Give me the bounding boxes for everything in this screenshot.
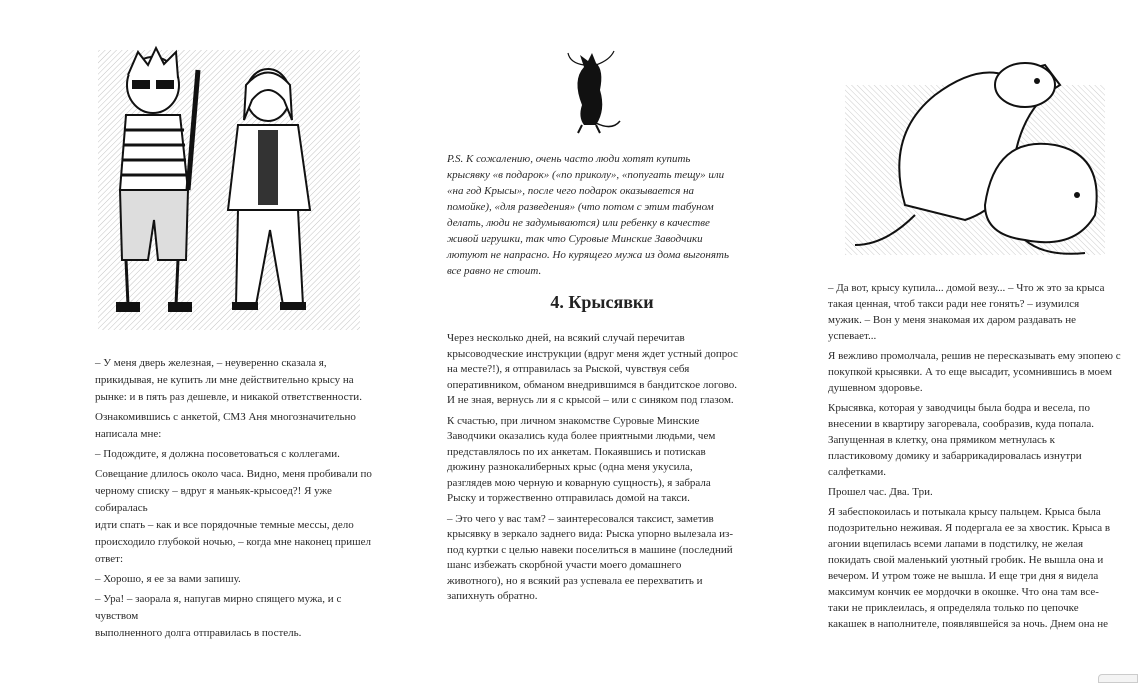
paragraph [95,409,385,443]
text-line: подозрительно неживая. Я подергала ее за хвостик. Крыса в [828,522,1111,534]
text-line: крысявку в зеркало заднего вида: Рыска упорно вылезала из- [447,528,733,540]
text-line: черному списку – вдруг я маньяк-крысоед?! Я уже собиралась [95,485,332,514]
text-line: все равно не стоит. [447,265,542,277]
text-line: вечером. И утром тоже не вышла. И еще три дня я видела [828,570,1099,582]
text-line: запихнуть обратно. [447,590,538,602]
text-line: пластиковому домику и забаррикадировалась изнутри [828,450,1082,462]
text-line: живой игрушки, так что Суровые Минские Заводчики [447,233,703,245]
rats-illustration [845,45,1125,260]
text-line: шанс избежать скорбной участи моего домашнего [447,559,682,571]
text-line: таки не приклеилась, я определяла только по цепочке [828,602,1079,614]
text-line: «на год Крысы», после чего подарок оказывается на [447,185,695,197]
text-line: успевает... [828,330,877,342]
text-line: Прошел час. Два. Три. [828,486,933,498]
text-line: мужик. – Вон у меня знакомая их даром раздавать не [828,314,1077,326]
text-line: Через несколько дней, на всякий случай перечитав [447,332,685,344]
middle-page-text [447,331,757,610]
text-line: животного), но я всякий раз успевала ее перехватить и [447,574,703,587]
text-line: Я вежливо промолчала, решив не пересказывать ему эпопею с [828,350,1121,362]
text-line: Крысявка, которая у заводчицы была бодра и весела, по [828,402,1090,414]
text-line: крысявку «в подарок» («по приколу», «попугать тещу» или [447,169,725,181]
text-line: максимум кончик ее мордочки в окошке. Что она там все- [828,586,1099,598]
text-line: Я забеспокоилась и потыкала крысу пальцем. Крыса была [828,506,1101,518]
text-line: Запущенная в клетку, она прямиком метнулась к [828,434,1056,446]
kids-illustration [98,40,360,340]
paragraph [95,355,385,406]
text-line: представлялось по их анкетам. Покаявшись и потискав [447,445,706,458]
text-line: Совещание длилось около часа. Видно, меня пробивали по [95,468,372,480]
text-line: – Хорошо, я ее за вами запишу. [95,573,241,585]
paragraph [828,280,1130,344]
text-line: – Ура! – заорала я, напугав мирно спящего мужа, и с чувством [95,593,342,622]
text-line: Рыску и торжественно отправилась домой на такси. [447,492,690,504]
text-line: выполненного долга отправилась в постель. [95,627,302,639]
paragraph [828,348,1130,396]
text-line: дюжину разнокалиберных крыс (одна меня укусила, [447,461,693,473]
text-line: идти спать – как и все порядочные темные мессы, дело [95,519,354,531]
text-line: Ознакомившись с анкетой, СМЗ Аня многозначительно [95,411,356,423]
text-line: К счастью, при личном знакомстве Суровые Минские [447,414,700,427]
paragraph [95,466,385,568]
text-line: происходило глубокой ночью, – когда мне наконец пришел [95,536,371,548]
text-line: салфетками. [828,466,886,478]
text-line: покупкой крысявки. А то еще высадит, усомнившись в моем [828,366,1113,378]
text-line: прикидывая, не купить ли мне действительно крысу на [95,374,354,386]
paragraph [828,504,1130,632]
text-line: душевном здоровье. [828,382,923,394]
text-line: под куртки с целью навеки поселиться в машине (последний [447,543,733,556]
text-line: рынке: и в пять раз дешевле, и никакой ответственности. [95,391,362,403]
text-line: – Это чего у вас там? – заинтересовался таксист, заметив [447,512,714,525]
text-line: такая ценная, чтоб такси ради нее гонять? – изумился [828,298,1080,310]
text-line: на месте?!), я отправилась за Рыской, чувствуя себя [447,363,690,375]
text-line: разглядев мою черную и коварную сущность), я забрала [447,476,711,489]
text-line: лютуют не напрасно. Но курящего мужа из дома выгонять [447,249,729,261]
right-page-text [828,280,1130,636]
chapter-heading: 4. Крысявки [550,292,654,312]
text-line: покидать свой маленький уютный гробик. Не вышла она и [828,554,1104,566]
text-line: крысоводческие инструкции (вдруг меня ждет устный допрос [447,347,738,360]
text-line: помойке), «для разведения» (что потом с этим табуном [447,201,714,213]
paragraph [828,400,1130,480]
paragraph [95,571,385,588]
rat-silhouette-illustration [562,45,622,135]
text-line: делать, люди не задумываются) или ребенку в качестве [447,217,710,229]
text-line: – У меня дверь железная, – неуверенно сказала я, [95,357,327,369]
text-line: P.S. К сожалению, очень часто люди хотят купить [447,153,691,165]
left-page-text [95,355,385,645]
text-line: внесении в квартиру загоревала, сообразив, куда попала. [828,418,1095,430]
text-line: Заводчики оказались куда более приятными людьми, чем [447,430,716,442]
paragraph [447,331,757,409]
text-line: ответ: [95,553,124,565]
text-line: И не зная, вернусь ли я с крысой – или с синяком под глазом. [447,394,734,406]
text-line: какашек в наполнителе, появлявшейся за ночь. Днем она не [828,618,1109,630]
paragraph [447,414,757,507]
text-line: написала мне: [95,428,162,440]
text-line: агонии вцепилась всеми лапами в подстилку, не желая [828,538,1084,550]
paragraph [95,591,385,642]
text-line: – Подождите, я должна посоветоваться с коллегами. [95,448,340,460]
text-line: оперативником, обманом внедрившимся в бандитское логово. [447,378,737,391]
paragraph [828,484,1130,500]
paragraph [95,446,385,463]
postscript-note [447,151,757,279]
text-line: – Да вот, крысу купила... домой везу... – Что ж это за крыса [828,282,1105,294]
paragraph [447,512,757,605]
